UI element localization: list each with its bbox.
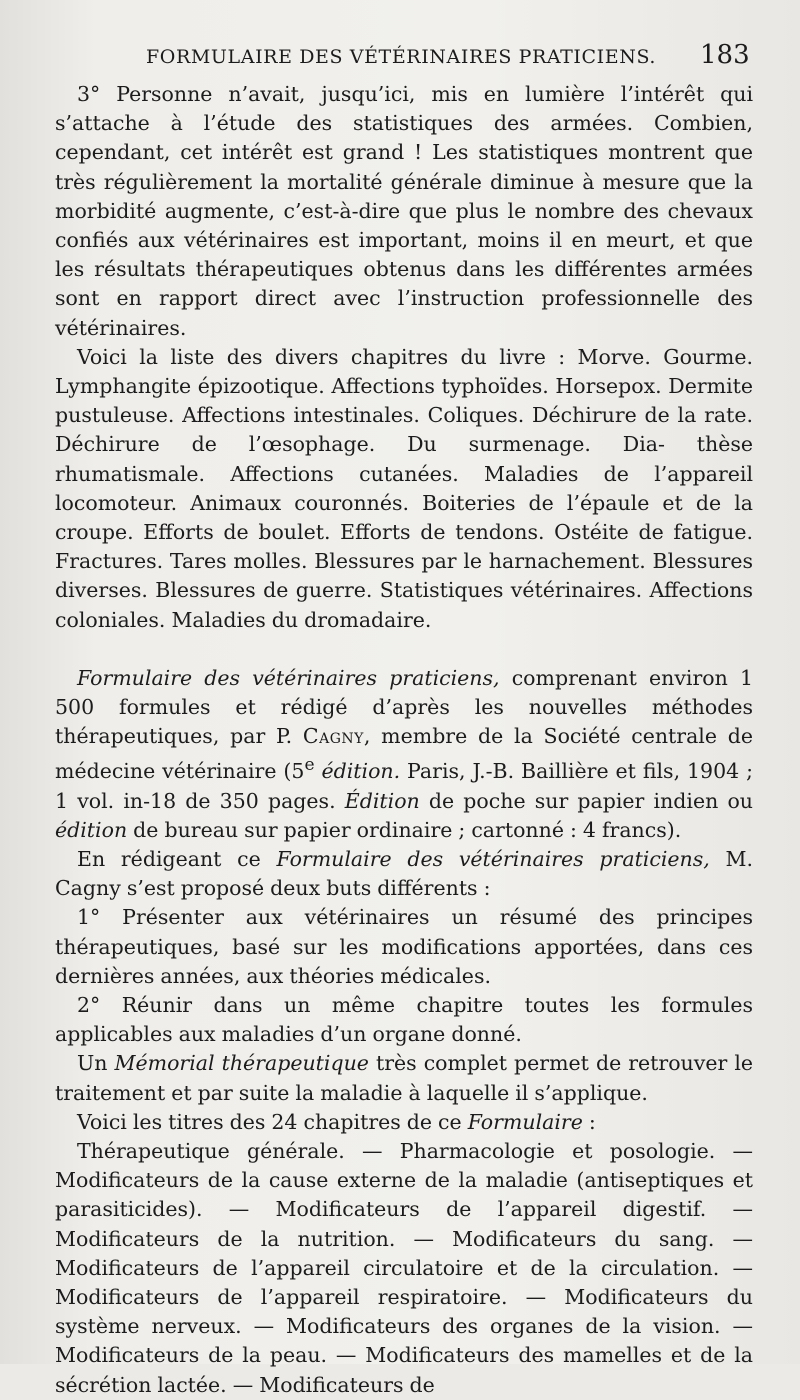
- book-title: Formulaire des vétérinaires praticiens,: [77, 665, 500, 690]
- paragraph-chapters-intro: Voici les titres des 24 chapitres de ce Formulaire :: [77, 1109, 596, 1134]
- paragraph-goal-2: 2° Réunir dans un même chapitre toutes les formules applicables aux maladies d’un organe donné.: [55, 992, 753, 1047]
- paragraph-purpose: En rédigeant ce Formulaire des vétérinaires praticiens, M. Cagny s’est proposé deux buts différents :: [55, 846, 754, 901]
- section-gap: [55, 635, 753, 664]
- page-number: 183: [700, 40, 750, 70]
- paragraph-statistics: 3° Personne n’avait, jusqu’ici, mis en lumière l’intérêt qui s’attache à l’étude des statistiques des armées. Combien, cependant, cet intérêt est grand ! Les statistiques montrent que très régulièrement la mortalité générale diminue à mesure que la morbidité augmente, c’est-à-dire que plus le nombre des chevaux confiés aux vétérinaires est important, moins il en meurt, et que les résultats thérapeutiques obtenus dans les différentes armées sont en rapport direct avec l’instruction professionnelle des vétérinaires.: [55, 82, 753, 340]
- paragraph-chapter-titles: Thérapeutique générale. — Pharmacologie et posologie. — Modificateurs de la cause externe de la maladie (antiseptiques et parasiticides). — Modificateurs de l’appareil digestif. — Modificateurs de la nutrition. — Modificateurs du sang. — Modificateurs de l’appareil circulatoire et de la circulation. — Modificateurs de l’appareil respiratoire. — Modificateurs du système nerveux. — Modificateurs des organes de la vision. — Modificateurs de la peau. — Modificateurs des mamelles et de la sécrétion lactée. — Modificateurs de: [55, 1138, 753, 1397]
- page-body: [55, 80, 753, 1400]
- paragraph-memorial: Un Mémorial thérapeutique très complet permet de retrouver le traitement et par suite la maladie à laquelle il s’applique.: [55, 1051, 754, 1105]
- page-header: [0, 40, 800, 76]
- running-title: FORMULAIRE DES VÉTÉRINAIRES PRATICIENS.: [146, 46, 657, 68]
- paragraph-goal-1: 1° Présenter aux vétérinaires un résumé des principes thérapeutiques, basé sur les modifications apportées, dans ces dernières années, aux théories médicales.: [55, 905, 753, 988]
- author-name: Cagny: [302, 724, 364, 749]
- paragraph-chapter-list: Voici la liste des divers chapitres du livre : Morve. Gourme. Lymphangite épizootique. Affections typhoïdes. Horsepox. Dermite pustuleuse. Affections intestinales. Coliques. Déchirure de la rate. Déchirure de l’œsophage. Du surmenage. Dia- thèse rhumatismale. Affections cutanées. Maladies de l’appareil locomoteur. Animaux couronnés. Boiteries de l’épaule et de la croupe. Efforts de boulet. Efforts de tendons. Ostéite de fatigue. Fractures. Tares molles. Blessures par le harnachement. Blessures diverses. Blessures de guerre. Statistiques vétérinaires. Affections coloniales. Maladies du dromadaire.: [55, 344, 753, 632]
- paragraph-book-notice: Formulaire des vétérinaires praticiens, comprenant environ 1 500 formules et rédigé d’après les nouvelles méthodes thérapeutiques, par P. Cagny, membre de la Société centrale de médecine vétérinaire (5e édition. Paris, J.-B. Baillière et fils, 1904 ; 1 vol. in-18 de 350 pages. Édition de poche sur papier indien ou édition de bureau sur papier ordinaire ; cartonné : 4 francs).: [55, 665, 754, 842]
